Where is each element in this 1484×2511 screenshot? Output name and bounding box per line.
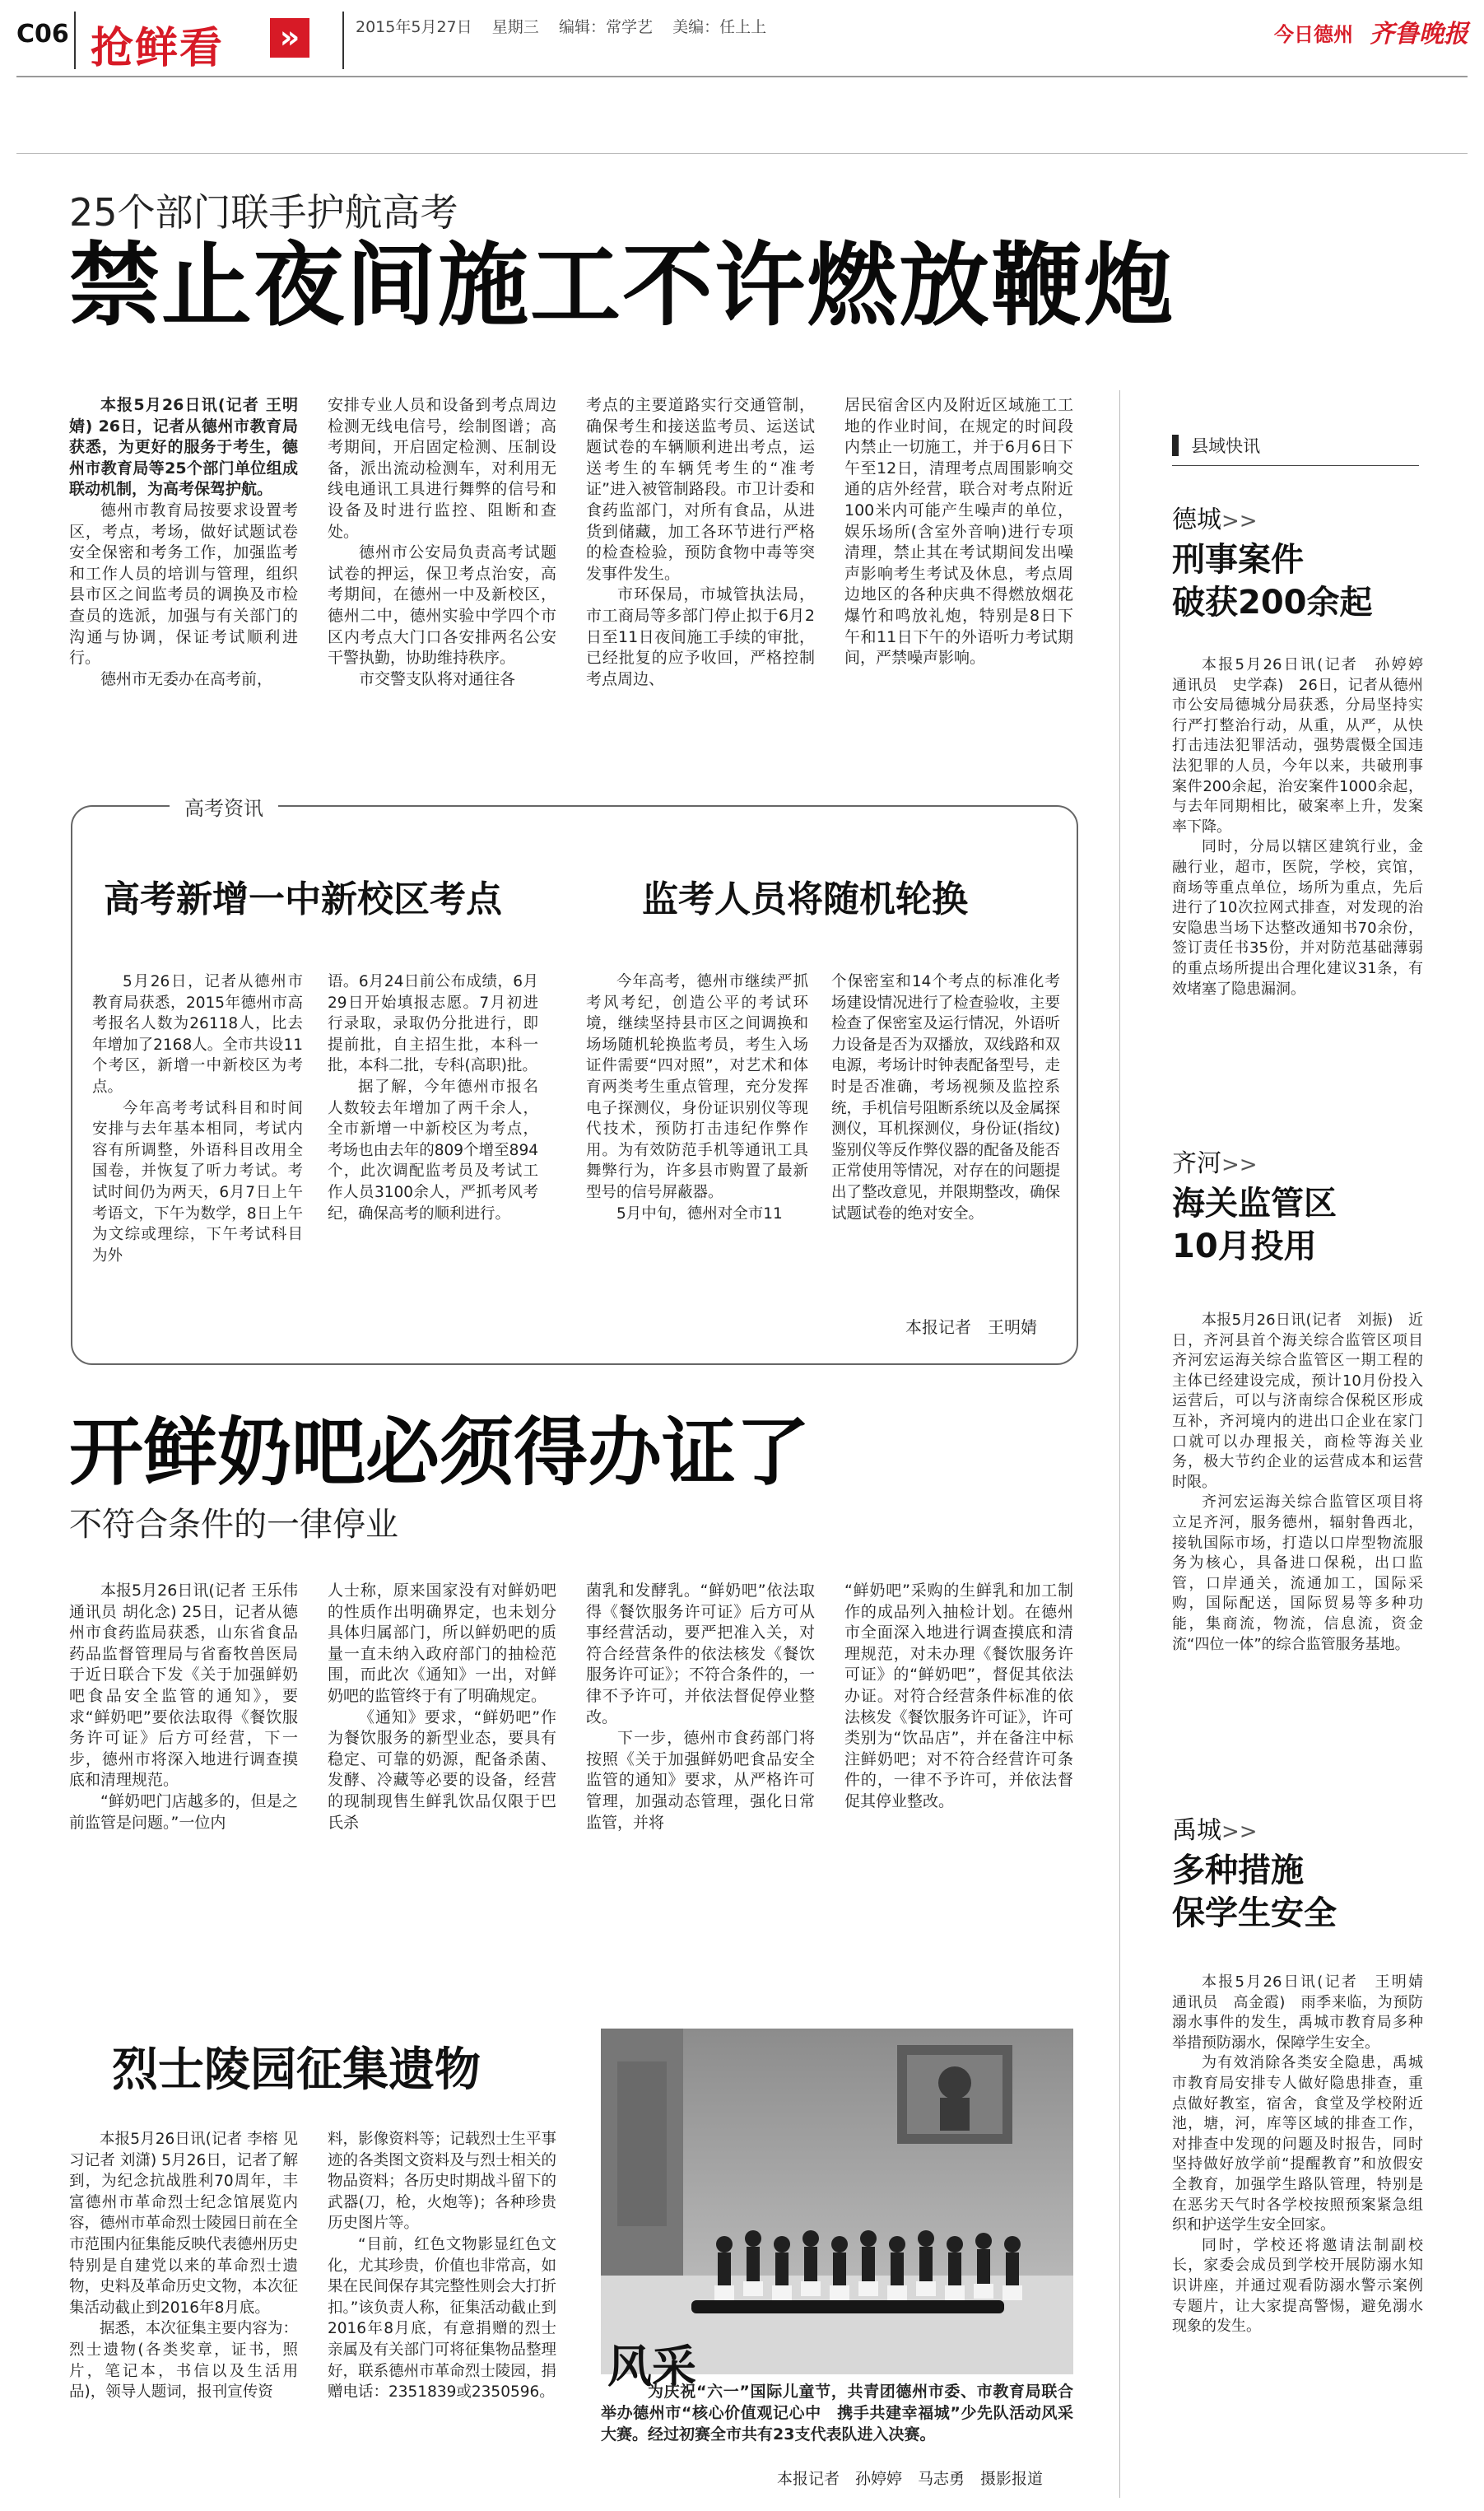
article2-paragraph: “鲜奶吧门店越多的，但是之前监管是问题。”一位内 <box>69 1791 298 1832</box>
sidebar-title-line2: 破获200余起 <box>1172 584 1373 622</box>
article3-headline: 烈士陵园征集遗物 <box>112 2043 481 2097</box>
issue-weekday: 星期三 <box>491 18 539 36</box>
header-divider-mid <box>342 12 344 69</box>
photo-credit: 本报记者 孙婷婷 马志勇 摄影报道 <box>777 2470 1044 2488</box>
sidebar-paragraph: 同时，分局以辖区建筑行业，金融行业，超市，医院，学校，宾馆，商场等重点单位，场所为重点，先后进行了10次拉网式排查，对发现的治安隐患当场下达整改通知书70余份，签订责任书35份，并对防范基础薄弱的重点场所提出合理化建议31条，有效堵塞了隐患漏洞。 <box>1172 838 1423 998</box>
header-divider-left <box>74 12 76 69</box>
gaokao-left-title: 高考新增一中新校区考点 <box>104 878 502 920</box>
sidebar-paragraph: 本报5月26日讯(记者 孙婷婷 通讯员 史学森) 26日，记者从德州市公安局德城分局获悉，分局坚持实行严打整治行动，从重，从严，从快打击违法犯罪活动，强势震慑全国违法犯罪的人员，今年以来，共破刑事案件200余起，治安案件1000余起，与去年同期相比，破案率上升，发案率下降。 <box>1172 656 1438 836</box>
article2-paragraph: 下一步，德州市食药部门将按照《关于加强鲜奶吧食品安全监管的通知》要求，从严格许可管理，加强动态管理，强化日常监管，并将 <box>586 1729 815 1832</box>
gaokao-paragraph: 今年高考考试科目和时间安排与去年基本相同，考试内容有所调整，外语科目改用全国卷，并恢复了听力考试。考试时间仍为两天，6月7日上午考语文，下午为数学，8日上午为文综或理综，下午考试科目为外 <box>92 1099 303 1265</box>
sidebar-paragraph: 本报5月26日讯(记者 王明婧 通讯员 高金霞) 雨季来临，为预防溺水事件的发生，禹城市教育局多种举措预防溺水，保障学生安全。 <box>1172 1973 1438 2052</box>
article1-paragraph: 安排专业人员和设备到考点周边检测无线电信号，绘制图谱；高考期间，开启固定检测、压制设备，派出流动检测车，对利用无线电通讯工具进行舞弊的信号和设备及时进行监控、阻断和查处。 <box>328 396 556 541</box>
article3-paragraph: 据悉，本次征集主要内容为：烈士遗物(各类奖章，证书，照片，笔记本，书信以及生活用品)，领导人题词，报刊宣传资 <box>69 2320 298 2402</box>
sidebar-item-location <box>1172 1810 1258 1846</box>
gaokao-paragraph: 据了解，今年德州市报名人数较去年增加了两千余人，全市新增一中新校区为考点，考场也由去年的809个增至894个，此次调配监考员及考试工作人员3100余人，严抓考风考纪，确保高考的顺利进行。 <box>328 1078 538 1223</box>
sidebar-title-line1: 刑事案件 <box>1172 541 1304 579</box>
editor-credit: 编辑：常学艺 <box>558 18 653 36</box>
sidebar-item-body <box>1172 1973 1438 2499</box>
article1-col4 <box>844 395 1073 782</box>
gaokao-col3 <box>586 971 808 1334</box>
sidebar-item-location <box>1172 499 1258 535</box>
gaokao-col1 <box>92 971 303 1334</box>
sidebar-item-title <box>1172 1849 1337 1935</box>
chevron-right-icon: >> <box>1221 1819 1258 1844</box>
header-rule-thin <box>16 153 1468 154</box>
article1-paragraph: 德州市无委办在高考前， <box>100 669 273 688</box>
article1-lead: 本报5月26日讯(记者 王明婧) 26日，记者从德州市教育局获悉，为更好的服务于考生，德州市教育局等25个部门单位组成联动机制，为高考保驾护航。 <box>69 396 298 499</box>
section-arrow-icon: » <box>270 18 309 58</box>
sidebar-paragraph: 齐河宏运海关综合监管区项目将立足齐河，服务德州，辐射鲁西北，接轨国际市场，打造以口岸型物流服务为核心，具备进口保税，出口监管，口岸通关，流通加工，国际采购，国际配送，国际贸易等多种功能，集商流，物流，信息流，资金流“四位一体”的综合监管服务基地。 <box>1172 1493 1423 1653</box>
sidebar-paragraph: 同时，学校还将邀请法制副校长，家委会成员到学校开展防溺水知识讲座，并通过观看防溺水警示案例专题片，让大家提高警惕，避免溺水现象的发生。 <box>1172 2236 1423 2336</box>
sidebar-location-name: 齐河 <box>1172 1149 1221 1178</box>
gaokao-paragraph: 5月中旬，德州对全市11 <box>616 1204 783 1223</box>
designer-credit: 美编：任上上 <box>672 18 767 36</box>
article2-paragraph: 菌乳和发酵乳。“鲜奶吧”依法取得《餐饮服务许可证》后方可从事经营活动，要严把准入关，对符合经营条件的依法核发《餐饮服务许可证》；不符合条件的，一律不予许可，并依法督促停业整改。 <box>586 1582 815 1726</box>
page-header <box>0 0 1484 91</box>
article1-paragraph: 市环保局，市城管执法局，市工商局等多部门停止拟于6月2日至11日夜间施工手续的审批，已经批复的应予收回，严格控制考点周边、 <box>586 585 815 688</box>
article3-paragraph: “目前，红色文物影显红色文化，尤其珍贵，价值也非常高，如果在民间保存其完整性则会大打折扣。”该负责人称，征集活动截止到2016年8月底，有意捐赠的烈士亲属及有关部门可将征集物品整理好，联系德州市革命烈士陵园，捐赠电话：2351839或2350596。 <box>328 2235 556 2402</box>
sidebar-header <box>1172 433 1419 466</box>
sidebar-title-line2: 10月投用 <box>1172 1228 1317 1265</box>
article2-headline: 开鲜奶吧必须得办证了 <box>69 1409 810 1496</box>
sidebar-paragraph: 为有效消除各类安全隐患，禹城市教育局安排专人做好隐患排查，重点做好教室，宿舍，食堂及学校附近池，塘，河，库等区域的排查工作，对排查中发现的问题及时报告，同时坚持做好放学前“提醒教育”和放假安全教育，加强学生路队管理，特别是在恶劣天气时各学校按照预案紧急组织和护送学生安全回家。 <box>1172 2054 1423 2234</box>
sidebar-item-body <box>1172 655 1438 1082</box>
gaokao-right-title: 监考人员将随机轮换 <box>642 878 968 920</box>
gaokao-paragraph: 5月26日，记者从德州市教育局获悉，2015年德州市高考报名人数为26118人，比去年增加了2168人。全市共设11个考区，新增一中新校区为考点。 <box>92 973 303 1096</box>
article2-paragraph: 《通知》要求，“鲜奶吧”作为餐饮服务的新型业态，要具有稳定、可靠的奶源，配备杀菌、发酵、冷藏等必要的设备，经营的现制现售生鲜乳饮品仅限于巴氏杀 <box>328 1707 556 1832</box>
article2-col3 <box>586 1581 815 1976</box>
sidebar-title-line2: 保学生安全 <box>1172 1894 1337 1932</box>
article1-col2 <box>328 395 556 782</box>
sidebar-header-label: 县域快讯 <box>1191 436 1261 456</box>
article3-col2 <box>328 2129 556 2495</box>
article1-paragraph: 居民宿舍区内及附近区域施工工地的作业时间，在规定的时间段内禁止一切施工，并于6月6日下午至12日，清理考点周围影响交通的店外经营，联合对考点附近100米内可能产生噪声的单位，娱乐场所(含室外音响)进行专项清理，禁止其在考试期间发出噪声影响考生考试及休息，考点周边地区的各种庆典不得燃放烟花爆竹和鸣放礼炮，特别是8日下午和11日下午的外语听力考试期间，严禁噪声影响。 <box>844 396 1073 668</box>
sidebar-item-location <box>1172 1143 1258 1179</box>
photo-label: 风采 <box>607 2341 696 2392</box>
sidebar-title-line1: 海关监管区 <box>1172 1185 1337 1223</box>
article1-paragraph: 德州市公安局负责高考试题试卷的押运，保卫考点治安，高考期间，在德州一中及新校区，德州二中，德州实验中学四个市区内考点大门口各安排两名公安干警执勤，协助维持秩序。 <box>328 543 556 668</box>
sidebar-divider <box>1119 390 1120 2498</box>
article1-paragraph: 市交警支队将对通往各 <box>359 669 516 688</box>
gaokao-byline: 本报记者 王明婧 <box>905 1317 1037 1337</box>
feature-photo <box>601 2029 1073 2374</box>
gaokao-paragraph: 今年高考，德州市继续严抓考风考纪，创造公平的考试环境，继续坚持县市区之间调换和场场随机轮换监考员，考生入场证件需要“四对照”，对艺术和体育两类考生重点管理，充分发挥电子探测仪，身份证识别仪等现代技术，预防打击违纪作弊作用。为有效防范手机等通讯工具舞弊行为，许多县市购置了最新型号的信号屏蔽器。 <box>586 973 808 1201</box>
article2-col4 <box>844 1581 1073 1976</box>
chevron-right-icon: >> <box>1221 1153 1258 1177</box>
article2-col2 <box>328 1581 556 1976</box>
header-meta <box>356 15 766 37</box>
gaokao-paragraph: 语。6月24日前公布成绩，6月29日开始填报志愿。7月初进行录取，录取仍分批进行，即提前批，自主招生批，本科一批，本科二批，专科(高职)批。 <box>328 973 538 1075</box>
article1-col1 <box>69 395 298 782</box>
chevron-right-icon: >> <box>1221 509 1258 533</box>
article1-paragraph: 考点的主要道路实行交通管制，确保考生和接送监考员、运送试题试卷的车辆顺利进出考点，运送考生的车辆凭考生的“准考证”进入被管制路段。市卫计委和食药监部门，对所有食品，从进货到储藏，加工各环节进行严格的检查检验，预防食物中毒等突发事件发生。 <box>586 396 815 583</box>
sidebar-item-body <box>1172 1311 1423 1780</box>
article3-col1 <box>69 2129 298 2495</box>
gaokao-paragraph: 个保密室和14个考点的标准化考场建设情况进行了检查验收，主要检查了保密室及运行情况，外语听力设备是否为双播放，双线路和双电源，考场计时钟表配备型号，走时是否准确，考场视频及监控系统，手机信号阻断系统以及金属探测仪，耳机探测仪，身份证(指纹)鉴别仪等反作弊仪器的配备及能否正常使用等情况，对存在的问题提出了整改意见，并限期整改，确保试题试卷的绝对安全。 <box>831 973 1060 1223</box>
dance-performance-illustration <box>601 2029 1073 2374</box>
article3-paragraph: 料，影像资料等；记载烈士生平事迹的各类图文资料及与烈士相关的物品资料；各历史时期战斗留下的武器(刀，枪，火炮等)；各种珍贵历史图片等。 <box>328 2131 556 2233</box>
issue-date: 2015年5月27日 <box>356 18 472 36</box>
article1-headline: 禁止夜间施工不许燃放鞭炮 <box>69 233 1175 338</box>
gaokao-col4 <box>831 971 1060 1301</box>
article2-paragraph: “鲜奶吧”采购的生鲜乳和加工制作的成品列入抽检计划。在德州市全面深入地进行调查摸底和清理规范，对未办理《餐饮服务许可证》的“鲜奶吧”，督促其依法办证。对符合经营条件标准的依法核发《餐饮服务许可证》，许可类别为“饮品店”，并在备注中标注鲜奶吧；对不符合经营许可条件的，一律不予许可，并依法督促其停业整改。 <box>844 1582 1073 1810</box>
section-name: 抢鲜看 <box>91 24 225 73</box>
article1-col3 <box>586 395 815 782</box>
page-number: C06 <box>16 20 69 49</box>
sidebar-paragraph: 本报5月26日讯(记者 刘振) 近日，齐河县首个海关综合监管区项目齐河宏运海关综合监管区一期工程的主体已经建设完成，预计10月份投入运营后，可以与济南综合保税区形成互补，齐河境内的进出口企业在家门口就可以办理报关，商检等海关业务，极大节约企业的运营成本和运营时限。 <box>1172 1311 1423 1491</box>
sidebar-header-bullet <box>1172 435 1179 456</box>
article2-paragraph: 人士称，原来国家没有对鲜奶吧的性质作出明确界定，也未划分具体归属部门，所以鲜奶吧的质量一直未纳入政府部门的抽检范围，而此次《通知》一出，对鲜奶吧的监管终于有了明确规定。 <box>328 1582 556 1705</box>
sidebar-location-name: 禹城 <box>1172 1816 1221 1845</box>
photo-caption: 为庆祝“六一”国际儿童节，共青团德州市委、市教育局联合举办德州市“核心价值观记心中 携手共建幸福城”少先队活动风采大赛。经过初赛全市共有23支代表队进入决赛。 <box>601 2383 1073 2443</box>
sidebar-item-title <box>1172 538 1373 624</box>
article2-subtitle: 不符合条件的一律停业 <box>69 1506 398 1544</box>
paper-logo: 齐鲁晚报 <box>1370 20 1468 49</box>
article1-kicker: 25个部门联手护航高考 <box>69 190 458 235</box>
article2-col1 <box>69 1581 298 1976</box>
article2-lead: 本报5月26日讯(记者 王乐伟 通讯员 胡化念) 25日，记者从德州市食药监局获悉，山东省食品药品监督管理局与省畜牧兽医局于近日联合下发《关于加强鲜奶吧食品安全监管的通知》，要求“鲜奶吧”要依法取得《餐饮服务许可证》后方可经营，下一步，德州市将深入地进行调查摸底和清理规范。 <box>69 1582 298 1790</box>
sidebar-item-title <box>1172 1182 1337 1268</box>
today-dezhou-label: 今日德州 <box>1274 23 1353 46</box>
sidebar-location-name: 德城 <box>1172 505 1221 534</box>
gaokao-col2 <box>328 971 538 1334</box>
article3-lead: 本报5月26日讯(记者 李榕 见习记者 刘潇) 5月26日，记者了解到，为纪念抗战胜利70周年，丰富德州市革命烈士纪念馆展览内容，德州市革命烈士陵园日前在全市范围内征集能反映代表德州历史特别是自建党以来的革命烈士遗物，史料及革命历史文物，本次征集活动截止到2016年8月底。 <box>69 2131 298 2317</box>
gaokao-box-label: 高考资讯 <box>170 792 278 821</box>
sidebar-title-line1: 多种措施 <box>1172 1852 1304 1889</box>
header-rule <box>16 76 1468 77</box>
article1-paragraph: 德州市教育局按要求设置考区，考点，考场，做好试题试卷安全保密和考务工作，加强监考和工作人员的培训与管理，组织县市区之间监考员的调换及市检查员的选派，加强与有关部门的沟通与协调，保证考试顺利进行。 <box>69 501 298 668</box>
